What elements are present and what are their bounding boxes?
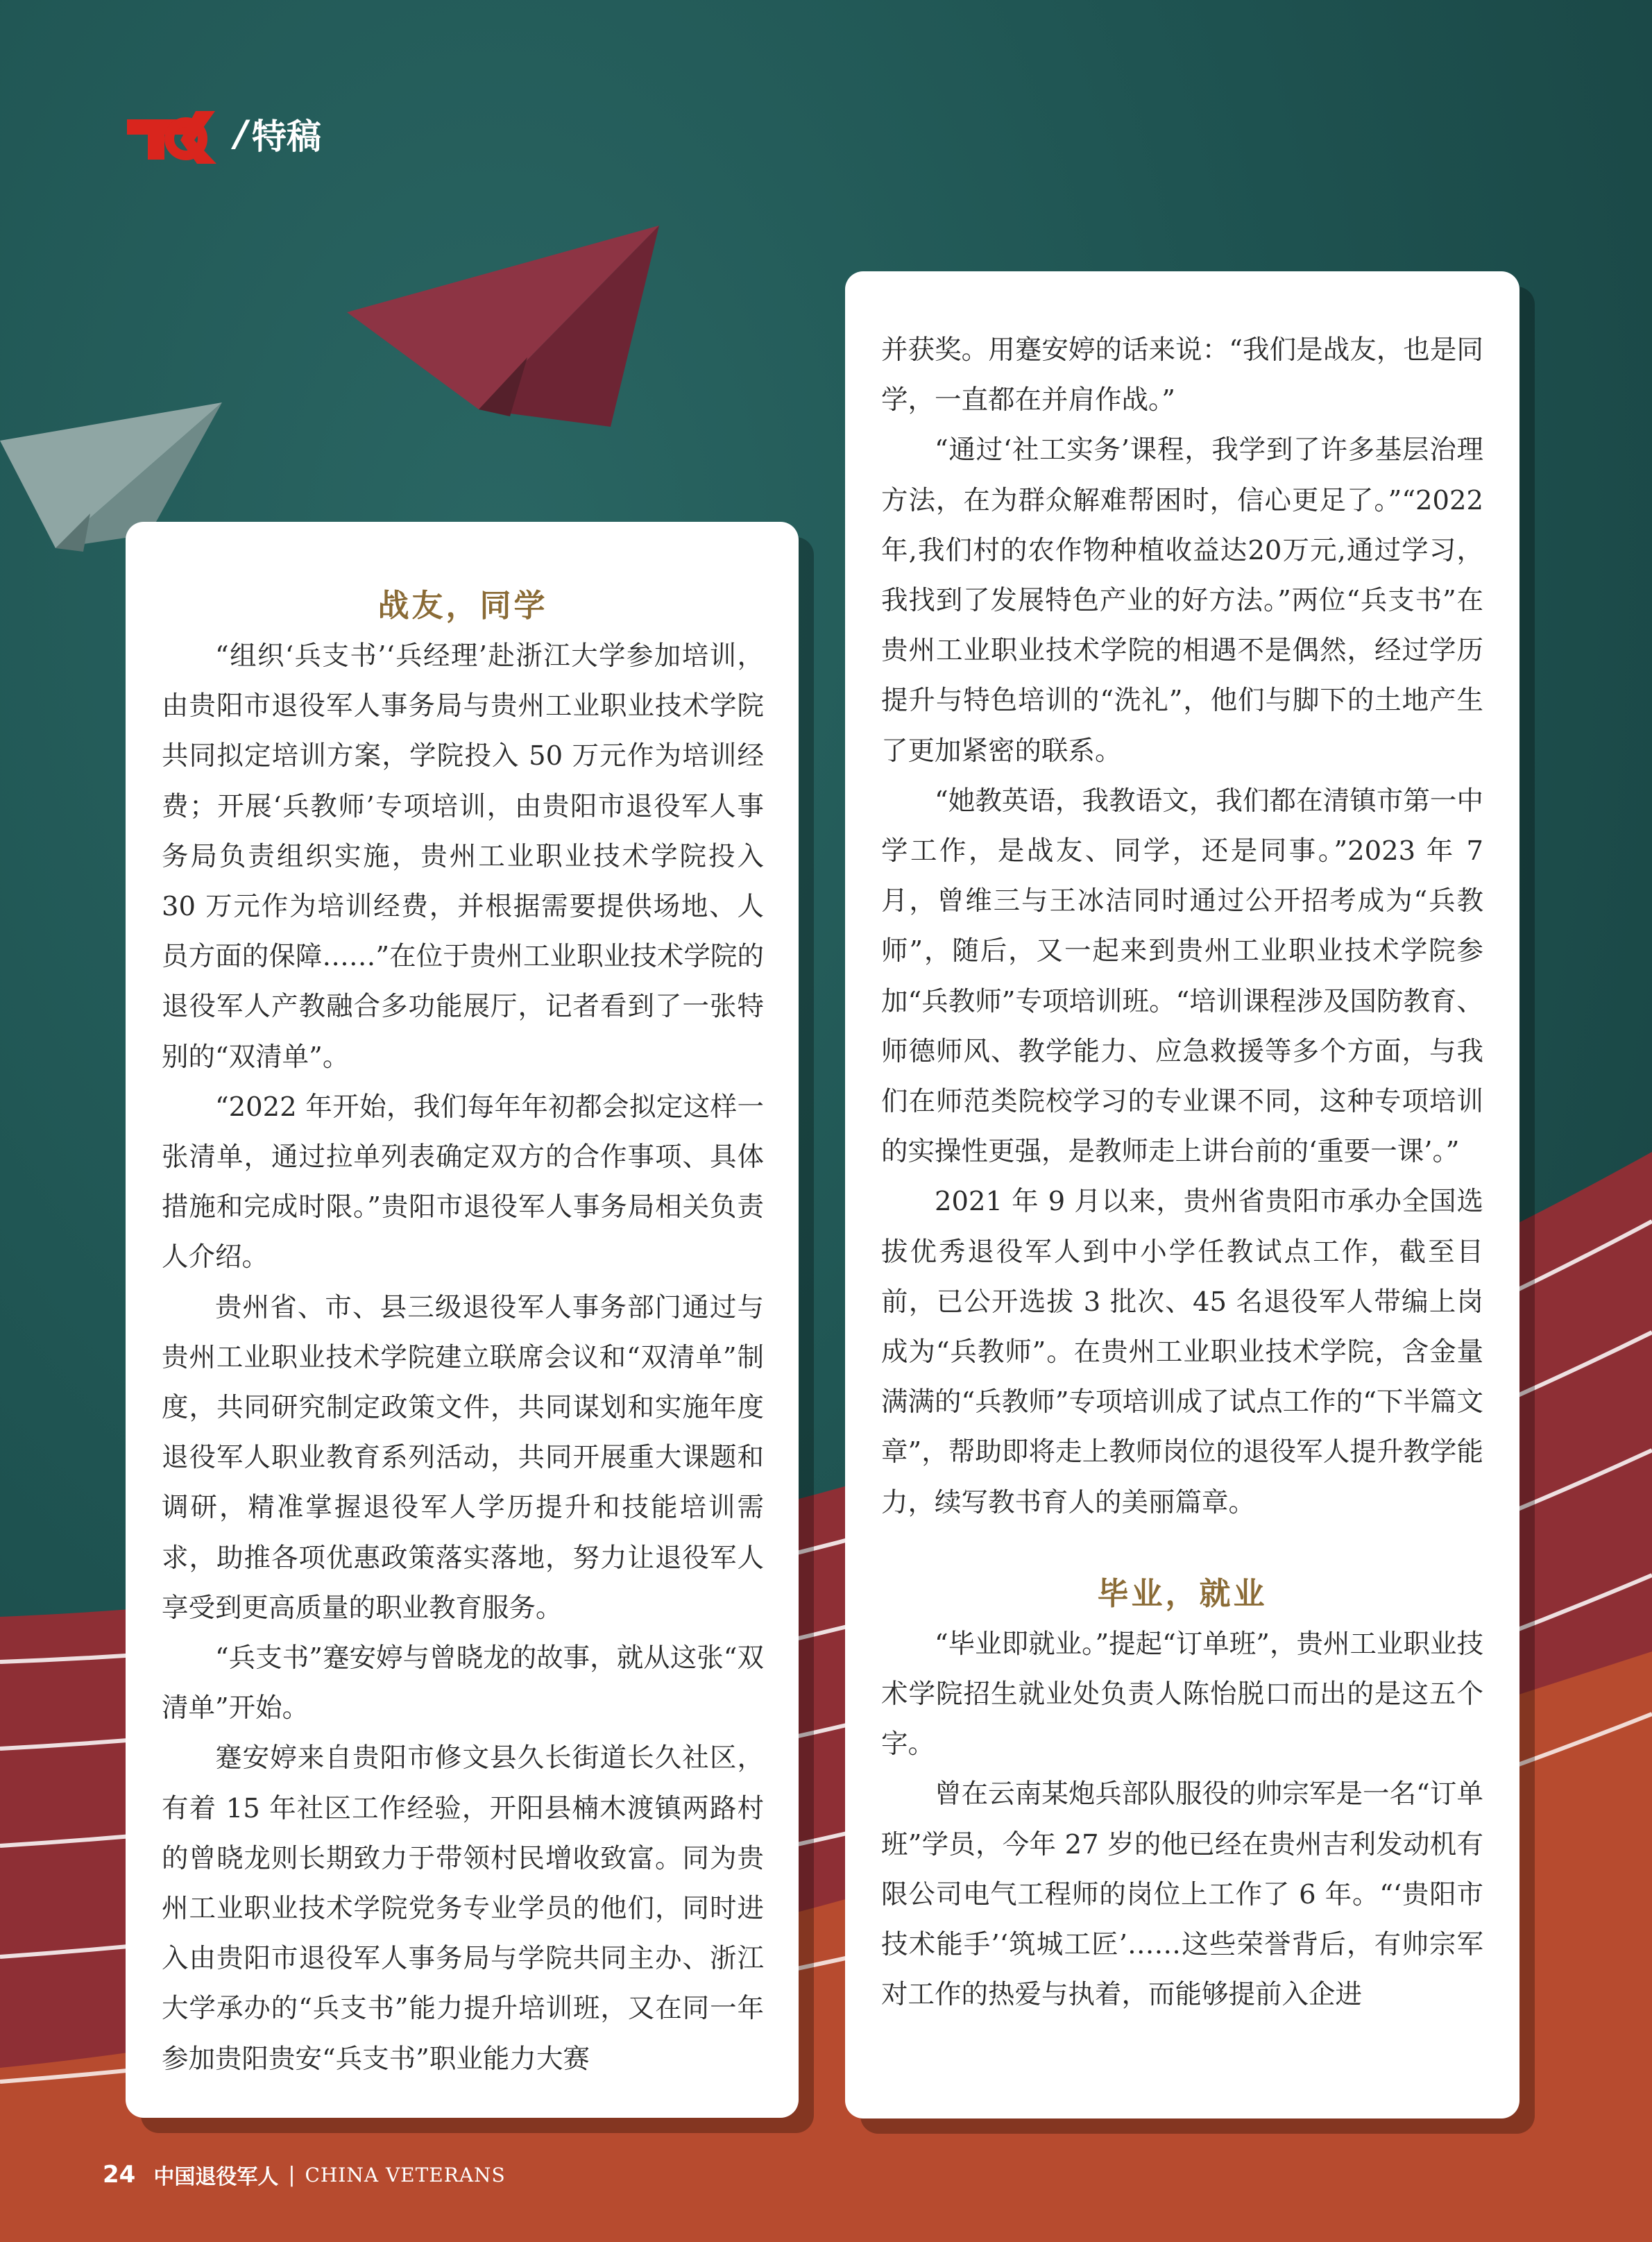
paragraph: 蹇安婷来自贵阳市修文县久长街道长久社区，有着 15 年社区工作经验，开阳县楠木渡镇两路村的曾晓龙则长期致力于带领村民增收致富。同为贵州工业职业技术学院党务专业学员的他们，同时进入由贵阳市退役军人事务局与学院共同主办、浙江大学承办的“兵支书”能力提升培训班，又在同一年参加贵阳贵安“兵支书”职业能力大赛	[162, 1742, 764, 2075]
paragraph: 曾在云南某炮兵部队服役的帅宗军是一名“订单班”学员，今年 27 岁的他已经在贵州吉利发动机有限公司电气工程师的岗位上工作了 6 年。“‘贵阳市技术能手’‘筑城工匠’……这些荣誉背后，有帅宗军对工作的热爱与执着，而能够提前入企进	[881, 1778, 1483, 2011]
left-column-card	[126, 522, 799, 2118]
magazine-name-en: CHINA VETERANS	[305, 2163, 506, 2186]
paragraph: “组织‘兵支书’‘兵经理’赴浙江大学参加培训，由贵阳市退役军人事务局与贵州工业职业技术学院共同拟定培训方案，学院投入 50 万元作为培训经费；开展‘兵教师’专项培训，由贵阳市退役军人事务局负责组织实施，贵州工业职业技术学院投入 30 万元作为培训经费，并根据需要提供场地、人员方面的保障……”在位于贵州工业职业技术学院的退役军人产教融合多功能展厅，记者看到了一张特别的“双清单”。	[162, 640, 764, 1073]
paragraph: “兵支书”蹇安婷与曾晓龙的故事，就从这张“双清单”开始。	[162, 1642, 764, 1724]
section-title: 特稿	[252, 117, 321, 157]
header-slash: /	[235, 113, 248, 155]
footer-separator: |	[288, 2162, 296, 2187]
paragraph: 2021 年 9 月以来，贵州省贵阳市承办全国选拔优秀退役军人到中小学任教试点工作，截至目前，已公开选拔 3 批次、45 名退役军人带编上岗成为“兵教师”。在贵州工业职业技术学院，含金量满满的“兵教师”专项培训成了试点工作的“下半篇文章”，帮助即将走上教师岗位的退役军人提升教学能力，续写教书育人的美丽篇章。	[881, 1186, 1483, 1518]
paragraph: “她教英语，我教语文，我们都在清镇市第一中学工作，是战友、同学，还是同事。”2023 年 7 月，曾维三与王冰洁同时通过公开招考成为“兵教师”，随后，又一起来到贵州工业职业技术学院参加“兵教师”专项培训班。“培训课程涉及国防教育、师德师风、教学能力、应急救援等多个方面，与我们在师范类院校学习的专业课不同，这种专项培训的实操性更强，是教师走上讲台前的‘重要一课’。”	[881, 785, 1483, 1168]
section-header	[125, 103, 321, 165]
right-column-card	[845, 271, 1519, 2118]
page-footer	[103, 2159, 506, 2190]
heading-graduation-employment: 毕业，就业	[1097, 1574, 1268, 1612]
page-number: 24	[103, 2161, 136, 2189]
paragraph: “毕业即就业。”提起“订单班”，贵州工业职业技术学院招生就业处负责人陈怡脱口而出的是这五个字。	[881, 1628, 1483, 1760]
paragraph: “2022 年开始，我们每年年初都会拟定这样一张清单，通过拉单列表确定双方的合作事项、具体措施和完成时限。”贵阳市退役军人事务局相关负责人介绍。	[162, 1091, 764, 1273]
heading-comrades-classmates: 战友，同学	[377, 587, 548, 624]
red-paper-plane-icon	[347, 226, 659, 427]
paragraph-continuation: 并获奖。用蹇安婷的话来说：“我们是战友，也是同学，一直都在并肩作战。”	[881, 334, 1483, 416]
paragraph: 贵州省、市、县三级退役军人事务部门通过与贵州工业职业技术学院建立联席会议和“双清单”制度，共同研究制定政策文件，共同谋划和实施年度退役军人职业教育系列活动，共同开展重大课题和调研，精准掌握退役军人学历提升和技能培训需求，助推各项优惠政策落实落地，努力让退役军人享受到更高质量的职业教育服务。	[162, 1291, 764, 1624]
paragraph: “通过‘社工实务’课程，我学到了许多基层治理方法，在为群众解难帮困时，信心更足了。”“2022 年,我们村的农作物种植收益达20万元,通过学习，我找到了发展特色产业的好方法。”两位“兵支书”在贵州工业职业技术学院的相遇不是偶然，经过学历提升与特色培训的“洗礼”，他们与脚下的土地产生了更加紧密的联系。	[881, 434, 1483, 767]
magazine-name: 中国退役军人	[153, 2165, 279, 2189]
